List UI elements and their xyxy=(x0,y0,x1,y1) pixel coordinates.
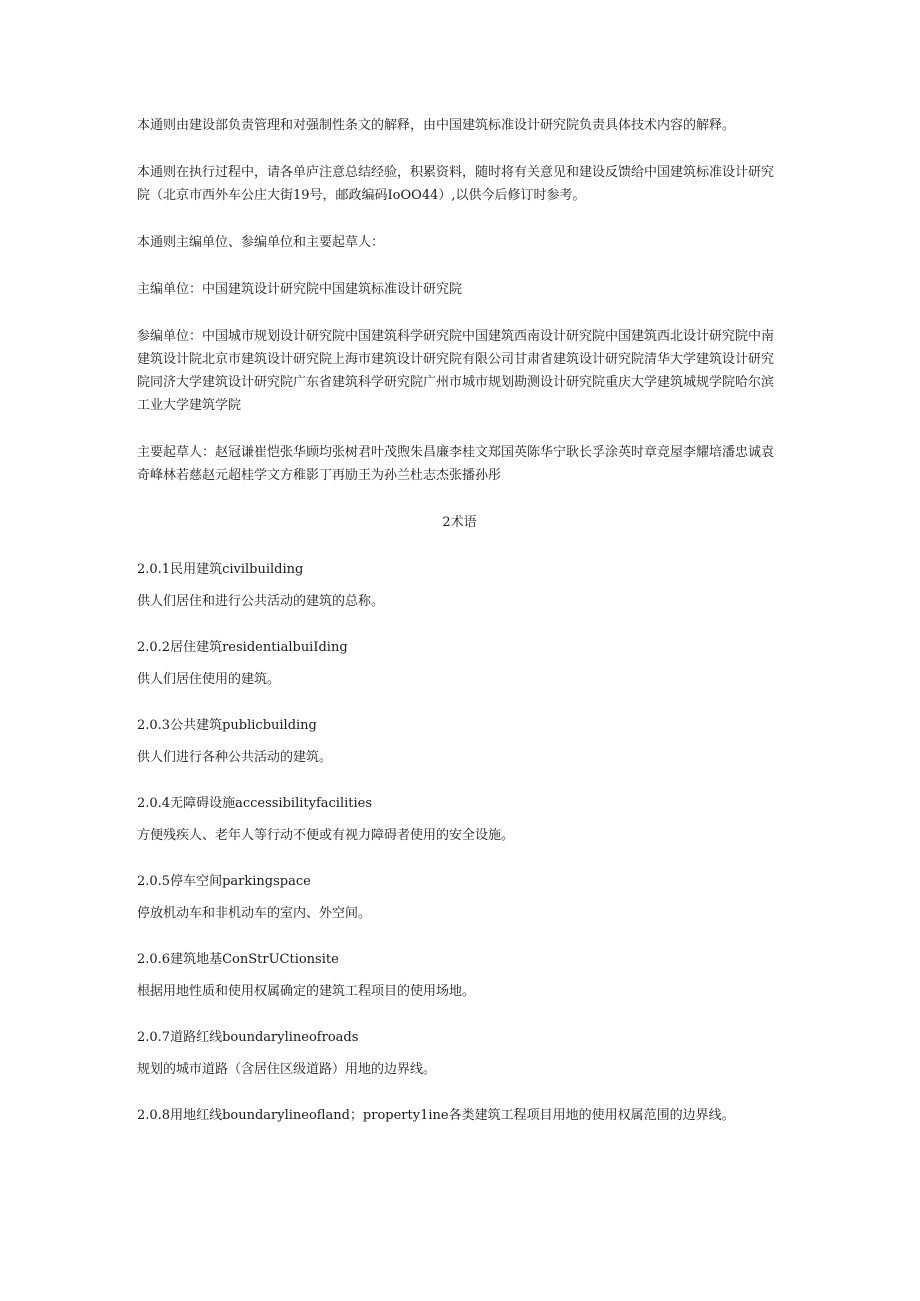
intro-paragraph-participating-units: 参编单位：中国城市规划设计研究院中国建筑科学研究院中国建筑西南设计研究院中国建筑西北设计研究院中南建筑设计院北京市建筑设计研究院上海市建筑设计研究院有限公司甘肃省建筑设计研究院清华大学建筑设计研究院同济大学建筑设计研究院广东省建筑科学研究院广州市城市规划勘测设计研究院重庆大学建筑城规学院哈尔滨工业大学建筑学院 xyxy=(137,329,775,413)
term-entry xyxy=(137,1026,782,1081)
term-definition: 供人们进行各种公共活动的建筑。 xyxy=(137,750,333,765)
term-heading: 2.0.6建筑地基ConStrUCtionsite xyxy=(137,952,339,967)
term-heading: 2.0.8用地红线boundarylineofland；property1ine各类建筑工程项目用地的使用权属范围的边界线。 xyxy=(137,1108,735,1123)
term-entry xyxy=(137,792,782,847)
term-heading: 2.0.3公共建筑publicbuilding xyxy=(137,718,317,733)
term-heading: 2.0.4无障碍设施accessibilityfacilities xyxy=(137,796,373,811)
term-definition: 供人们居住和进行公共活动的建筑的总称。 xyxy=(137,594,385,609)
term-entry xyxy=(137,558,782,613)
term-heading: 2.0.1民用建筑civilbuilding xyxy=(137,562,304,577)
intro-paragraph-chief-editor: 主编单位：中国建筑设计研究院中国建筑标准设计研究院 xyxy=(137,282,463,297)
intro-paragraph-feedback: 本通则在执行过程中，请各单庐注意总结经验，积累资料，随时将有关意见和建设反馈给中国建筑标准设计研究院（北京市西外车公庄大街19号，邮政编码IoOO44）,以供今后修订时参考。 xyxy=(137,165,775,203)
document-page xyxy=(137,114,782,1127)
term-heading: 2.0.2居住建筑residentialbuiIding xyxy=(137,640,348,655)
intro-paragraph-units-heading: 本通则主编单位、参编单位和主要起草人： xyxy=(137,235,385,250)
term-heading: 2.0.5停车空间parkingspace xyxy=(137,874,311,889)
intro-paragraph-responsibility: 本通则由建设部负责管理和对强制性条文的解释，由中国建筑标准设计研究院负责具体技术内容的解释。 xyxy=(137,118,736,133)
term-definition: 方便残疾人、老年人等行动不便或有视力障碍者使用的安全设施。 xyxy=(137,828,515,843)
term-entry xyxy=(137,714,782,769)
term-definition: 规划的城市道路（含居住区级道路）用地的边界线。 xyxy=(137,1062,437,1077)
term-entry xyxy=(137,948,782,1003)
term-entry xyxy=(137,636,782,691)
term-definition: 供人们居住使用的建筑。 xyxy=(137,672,281,687)
term-definition: 停放机动车和非机动车的室内、外空间。 xyxy=(137,906,372,921)
intro-paragraph-drafters: 主要起草人：赵冠谦崔恺张华顾均张树君叶茂煦朱昌廉李桂文郑国英陈华宁耿长孚涂英时章竞屋李耀培潘忠诚袁奇峰林若慈赵元超桂学文方稚影丁再励王为孙兰杜志杰张播孙彤 xyxy=(137,445,775,483)
section-title: 2术语 xyxy=(442,515,477,530)
term-heading: 2.0.7道路红线boundarylineofroads xyxy=(137,1030,359,1045)
term-entry xyxy=(137,870,782,925)
term-definition: 根据用地性质和使用权属确定的建筑工程项目的使用场地。 xyxy=(137,984,476,999)
term-entry xyxy=(137,1104,782,1127)
